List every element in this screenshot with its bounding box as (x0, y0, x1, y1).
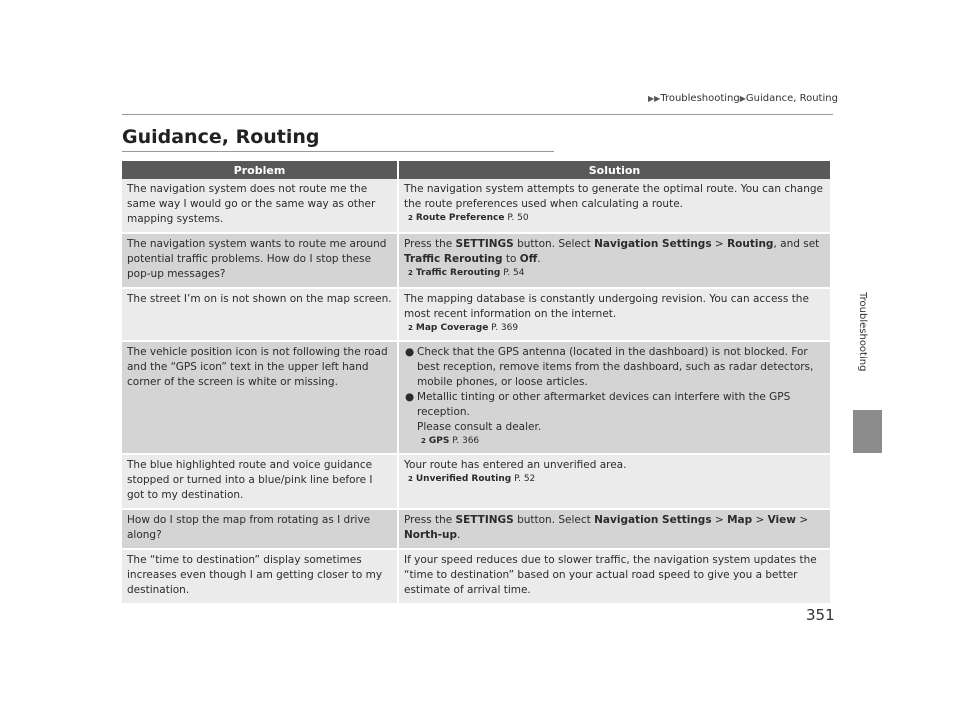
cross-reference[interactable] (421, 435, 825, 448)
solution-cell (398, 233, 830, 288)
keyword: SETTINGS (455, 238, 514, 250)
solution-text (404, 513, 825, 543)
breadcrumb-separator-icon: ▶ (739, 94, 746, 103)
problem-cell: The navigation system wants to route me around potential traffic problems. How do I stop these pop-up messages? (122, 233, 398, 288)
solution-fragment: Press the (404, 514, 456, 526)
problem-cell: The vehicle position icon is not following the road and the “GPS icon” text in the upper left hand corner of the screen is white or missing. (122, 341, 398, 454)
table-row (122, 179, 830, 233)
reference-title: GPS (428, 436, 450, 446)
solution-text: The navigation system attempts to generate the optimal route. You can change the route preferences used when calculating a route. (404, 183, 823, 210)
breadcrumb-level1: Troubleshooting (660, 93, 740, 104)
title-rule (122, 151, 554, 152)
solution-fragment: > (711, 514, 728, 526)
troubleshooting-table (122, 161, 830, 605)
side-tab-label: Troubleshooting (857, 292, 868, 372)
bullet-item (404, 345, 825, 390)
reference-arrow-icon: 2 (408, 324, 413, 332)
bullet-icon: ● (405, 346, 415, 358)
header-problem: Problem (122, 161, 398, 179)
reference-title: Route Preference (415, 213, 505, 223)
solution-fragment: . (457, 529, 461, 541)
note-block (404, 420, 825, 448)
reference-title: Map Coverage (415, 323, 489, 333)
keyword: Off (519, 253, 538, 265)
solution-fragment: button. Select (513, 238, 595, 250)
problem-cell: The street I’m on is not shown on the map screen. (122, 288, 398, 341)
side-tab-marker (853, 410, 882, 453)
reference-page: P. 50 (507, 213, 529, 223)
bullet-icon: ● (405, 391, 415, 403)
cross-reference[interactable] (408, 267, 825, 280)
table-row (122, 341, 830, 454)
table-row (122, 233, 830, 288)
reference-arrow-icon: 2 (421, 437, 426, 445)
solution-cell (398, 454, 830, 509)
table-header-row (122, 161, 830, 179)
keyword: View (767, 514, 796, 526)
solution-fragment: Press the (404, 238, 456, 250)
reference-page: P. 54 (503, 268, 525, 278)
keyword: Traffic Rerouting (404, 253, 503, 265)
reference-page: P. 52 (514, 474, 536, 484)
problem-cell: The navigation system does not route me the same way I would go or the same way as other mapping systems. (122, 179, 398, 233)
breadcrumb (648, 93, 838, 104)
solution-cell (398, 341, 830, 454)
bullet-text: Check that the GPS antenna (located in the dashboard) is not blocked. For best reception, remove items from the dashboard, such as radar detectors, mobile phones, or loose articles. (417, 346, 814, 388)
page-number: 351 (806, 606, 835, 624)
note-text: Please consult a dealer. (417, 421, 542, 433)
bullet-text: Metallic tinting or other aftermarket devices can interfere with the GPS reception. (417, 391, 791, 418)
header-solution: Solution (398, 161, 830, 179)
problem-cell: The blue highlighted route and voice guidance stopped or turned into a blue/pink line before I got to my destination. (122, 454, 398, 509)
solution-fragment: to (502, 253, 520, 265)
reference-page: P. 369 (491, 323, 519, 333)
table-row (122, 288, 830, 341)
keyword: Map (727, 514, 753, 526)
cross-reference[interactable] (408, 322, 825, 335)
solution-fragment: . (537, 253, 541, 265)
solution-text (404, 237, 825, 267)
reference-title: Traffic Rerouting (415, 268, 501, 278)
solution-fragment: > (752, 514, 768, 526)
solution-fragment: button. Select (513, 514, 595, 526)
solution-fragment: > (795, 514, 809, 526)
solution-cell (398, 288, 830, 341)
cross-reference[interactable] (408, 473, 825, 486)
keyword: Navigation Settings (594, 238, 712, 250)
breadcrumb-level2: Guidance, Routing (745, 93, 838, 104)
keyword: Routing (727, 238, 774, 250)
reference-arrow-icon: 2 (408, 214, 413, 222)
solution-cell (398, 509, 830, 549)
problem-cell: How do I stop the map from rotating as I drive along? (122, 509, 398, 549)
keyword: Navigation Settings (594, 514, 712, 526)
page-title: Guidance, Routing (122, 126, 320, 148)
solution-text: The mapping database is constantly undergoing revision. You can access the most recent information on the internet. (404, 293, 809, 320)
bullet-item (404, 390, 825, 420)
breadcrumb-arrow-icon: ▶▶ (648, 94, 661, 103)
reference-arrow-icon: 2 (408, 475, 413, 483)
solution-cell (398, 179, 830, 233)
table-row (122, 454, 830, 509)
reference-title: Unverified Routing (415, 474, 512, 484)
header-rule (122, 114, 833, 115)
keyword: North-up (404, 529, 458, 541)
problem-cell: The “time to destination” display sometimes increases even though I am getting closer to my destination. (122, 549, 398, 604)
table-row (122, 549, 830, 604)
cross-reference[interactable] (408, 212, 825, 225)
solution-text: Your route has entered an unverified area. (404, 459, 627, 471)
reference-arrow-icon: 2 (408, 269, 413, 277)
table-row (122, 509, 830, 549)
reference-page: P. 366 (452, 436, 480, 446)
solution-cell: If your speed reduces due to slower traffic, the navigation system updates the “time to destination” based on your actual road speed to give you a better estimate of arrival time. (398, 549, 830, 604)
solution-fragment: > (711, 238, 728, 250)
solution-fragment: , and set (773, 238, 820, 250)
keyword: SETTINGS (455, 514, 514, 526)
